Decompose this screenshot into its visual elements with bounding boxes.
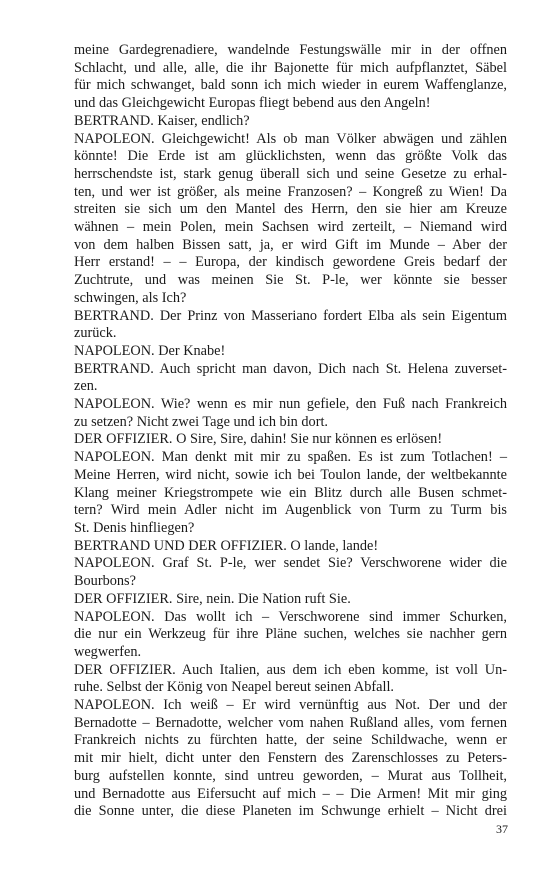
text-line: wegwerfen. xyxy=(74,643,142,660)
text-line: die Sonne unter, die diese Planeten im Schwunge erhielt – Nicht drei xyxy=(74,803,507,820)
text-line: DER OFFIZIER. Auch Italien, aus dem ich eben komme, ist voll Un- xyxy=(74,661,507,678)
text-line: BERTRAND. Kaiser, endlich? xyxy=(74,112,250,129)
text-line: meine Gardegrenadiere, wandelnde Festungswälle mir in der offnen xyxy=(74,42,507,58)
text-line: NAPOLEON. Das wollt ich – Verschworene sind immer Schurken, xyxy=(74,608,507,625)
text-line: BERTRAND UND DER OFFIZIER. O lande, lande! xyxy=(74,537,379,554)
page-number: 37 xyxy=(496,822,508,836)
text-line: könnte! Die Erde ist am glücklichsten, wenn das größte Volk das xyxy=(74,148,507,165)
text-line: die nur ein Werkzeug für ihre Pläne suchen, welches sie nachher gern xyxy=(74,626,507,643)
text-line: BERTRAND. Auch spricht man davon, Dich nach St. Helena zuverset- xyxy=(74,360,507,377)
text-line: schwingen, als Ich? xyxy=(74,289,187,306)
text-line: NAPOLEON. Man denkt mit mir zu spaßen. Es ist zum Totlachen! – xyxy=(74,449,507,466)
text-line: DER OFFIZIER. Sire, nein. Die Nation ruft Sie. xyxy=(74,590,351,607)
text-line: tern? Wird mein Adler nicht im Augenblick von Turm zu Turm bis xyxy=(74,502,507,519)
text-line: NAPOLEON. Graf St. P-le, wer sendet Sie? Verschworene wider die xyxy=(74,555,507,572)
text-line: ruhe. Selbst der König von Neapel bereut seinen Abfall. xyxy=(74,679,395,696)
text-line: Schlacht, und alle, alle, die ihr Bajonette für mich aufpflanztet, Säbel xyxy=(74,59,507,76)
text-line: Klang meiner Kriegstrompete wie ein Blitz durch alle Busen schmet- xyxy=(74,484,507,501)
text-line: von dem halben Bissen satt, ja, er wird Gift im Munde – Aber der xyxy=(74,236,507,253)
text-line: Bernadotte – Bernadotte, welcher vom nahen Rußland alles, vom fernen xyxy=(74,714,507,731)
text-line: Herr erstand! – – Europa, der kindisch gewordene Greis bedarf der xyxy=(74,254,507,271)
text-line: Bourbons? xyxy=(74,573,136,590)
text-line: streiten sie sich um den Mantel des Herrn, den sie hier am Kreuze xyxy=(74,201,507,218)
text-line: burg aufstellen konnte, sind untreu geworden, – Murat aus Tollheit, xyxy=(74,767,507,784)
body-text xyxy=(74,42,507,821)
text-line: ten, und wer ist größer, als meine Franzosen? – Kongreß zu Wien! Da xyxy=(74,183,507,200)
text-line: und Bernadotte aus Eifersucht auf mich – – Die Armen! Mit mir ging xyxy=(74,785,507,802)
text-line: Frankreich nichts zu fürchten hatte, der seine Schildwache, wenn er xyxy=(74,732,507,749)
text-line: St. Denis hinfliegen? xyxy=(74,519,195,536)
text-line: zu setzen? Nicht zwei Tage und ich bin dort. xyxy=(74,413,329,430)
text-line: herrschendste ist, stark genug überall sich und seine Gesetze zu erhal- xyxy=(74,165,507,182)
text-line: für mich schwanget, bald sonn ich mich wieder in eurem Waffenglanze, xyxy=(74,77,507,94)
text-line: Meine Herren, wird nicht, sowie ich bei Toulon lande, der weltbekannte xyxy=(74,466,507,483)
text-line: NAPOLEON. Ich weiß – Er wird vernünftig aus Not. Der und der xyxy=(74,697,507,714)
text-line: NAPOLEON. Wie? wenn es mir nun gefiele, den Fuß nach Frankreich xyxy=(74,396,507,413)
text-line: Zuchtrute, und was meinen Sie St. P-le, wer könnte sie besser xyxy=(74,272,507,289)
text-line: zen. xyxy=(74,378,98,395)
text-line: BERTRAND. Der Prinz von Masseriano fordert Elba als sein Eigentum xyxy=(74,307,507,324)
text-line: und das Gleichgewicht Europas fliegt bebend aus den Angeln! xyxy=(74,95,431,112)
text-line: wähnen – mein Polen, mein Sachsen wird zerteilt, – Niemand wird xyxy=(74,219,507,236)
text-line: NAPOLEON. Gleichgewicht! Als ob man Völker abwägen und zählen xyxy=(74,130,507,147)
text-line: NAPOLEON. Der Knabe! xyxy=(74,342,226,359)
text-line: DER OFFIZIER. O Sire, Sire, dahin! Sie nur können es erlösen! xyxy=(74,431,443,448)
text-line: mit mir hielt, dicht unter den Fenstern des Zarenschlosses zu Peters- xyxy=(74,750,507,767)
text-line: zurück. xyxy=(74,325,117,342)
